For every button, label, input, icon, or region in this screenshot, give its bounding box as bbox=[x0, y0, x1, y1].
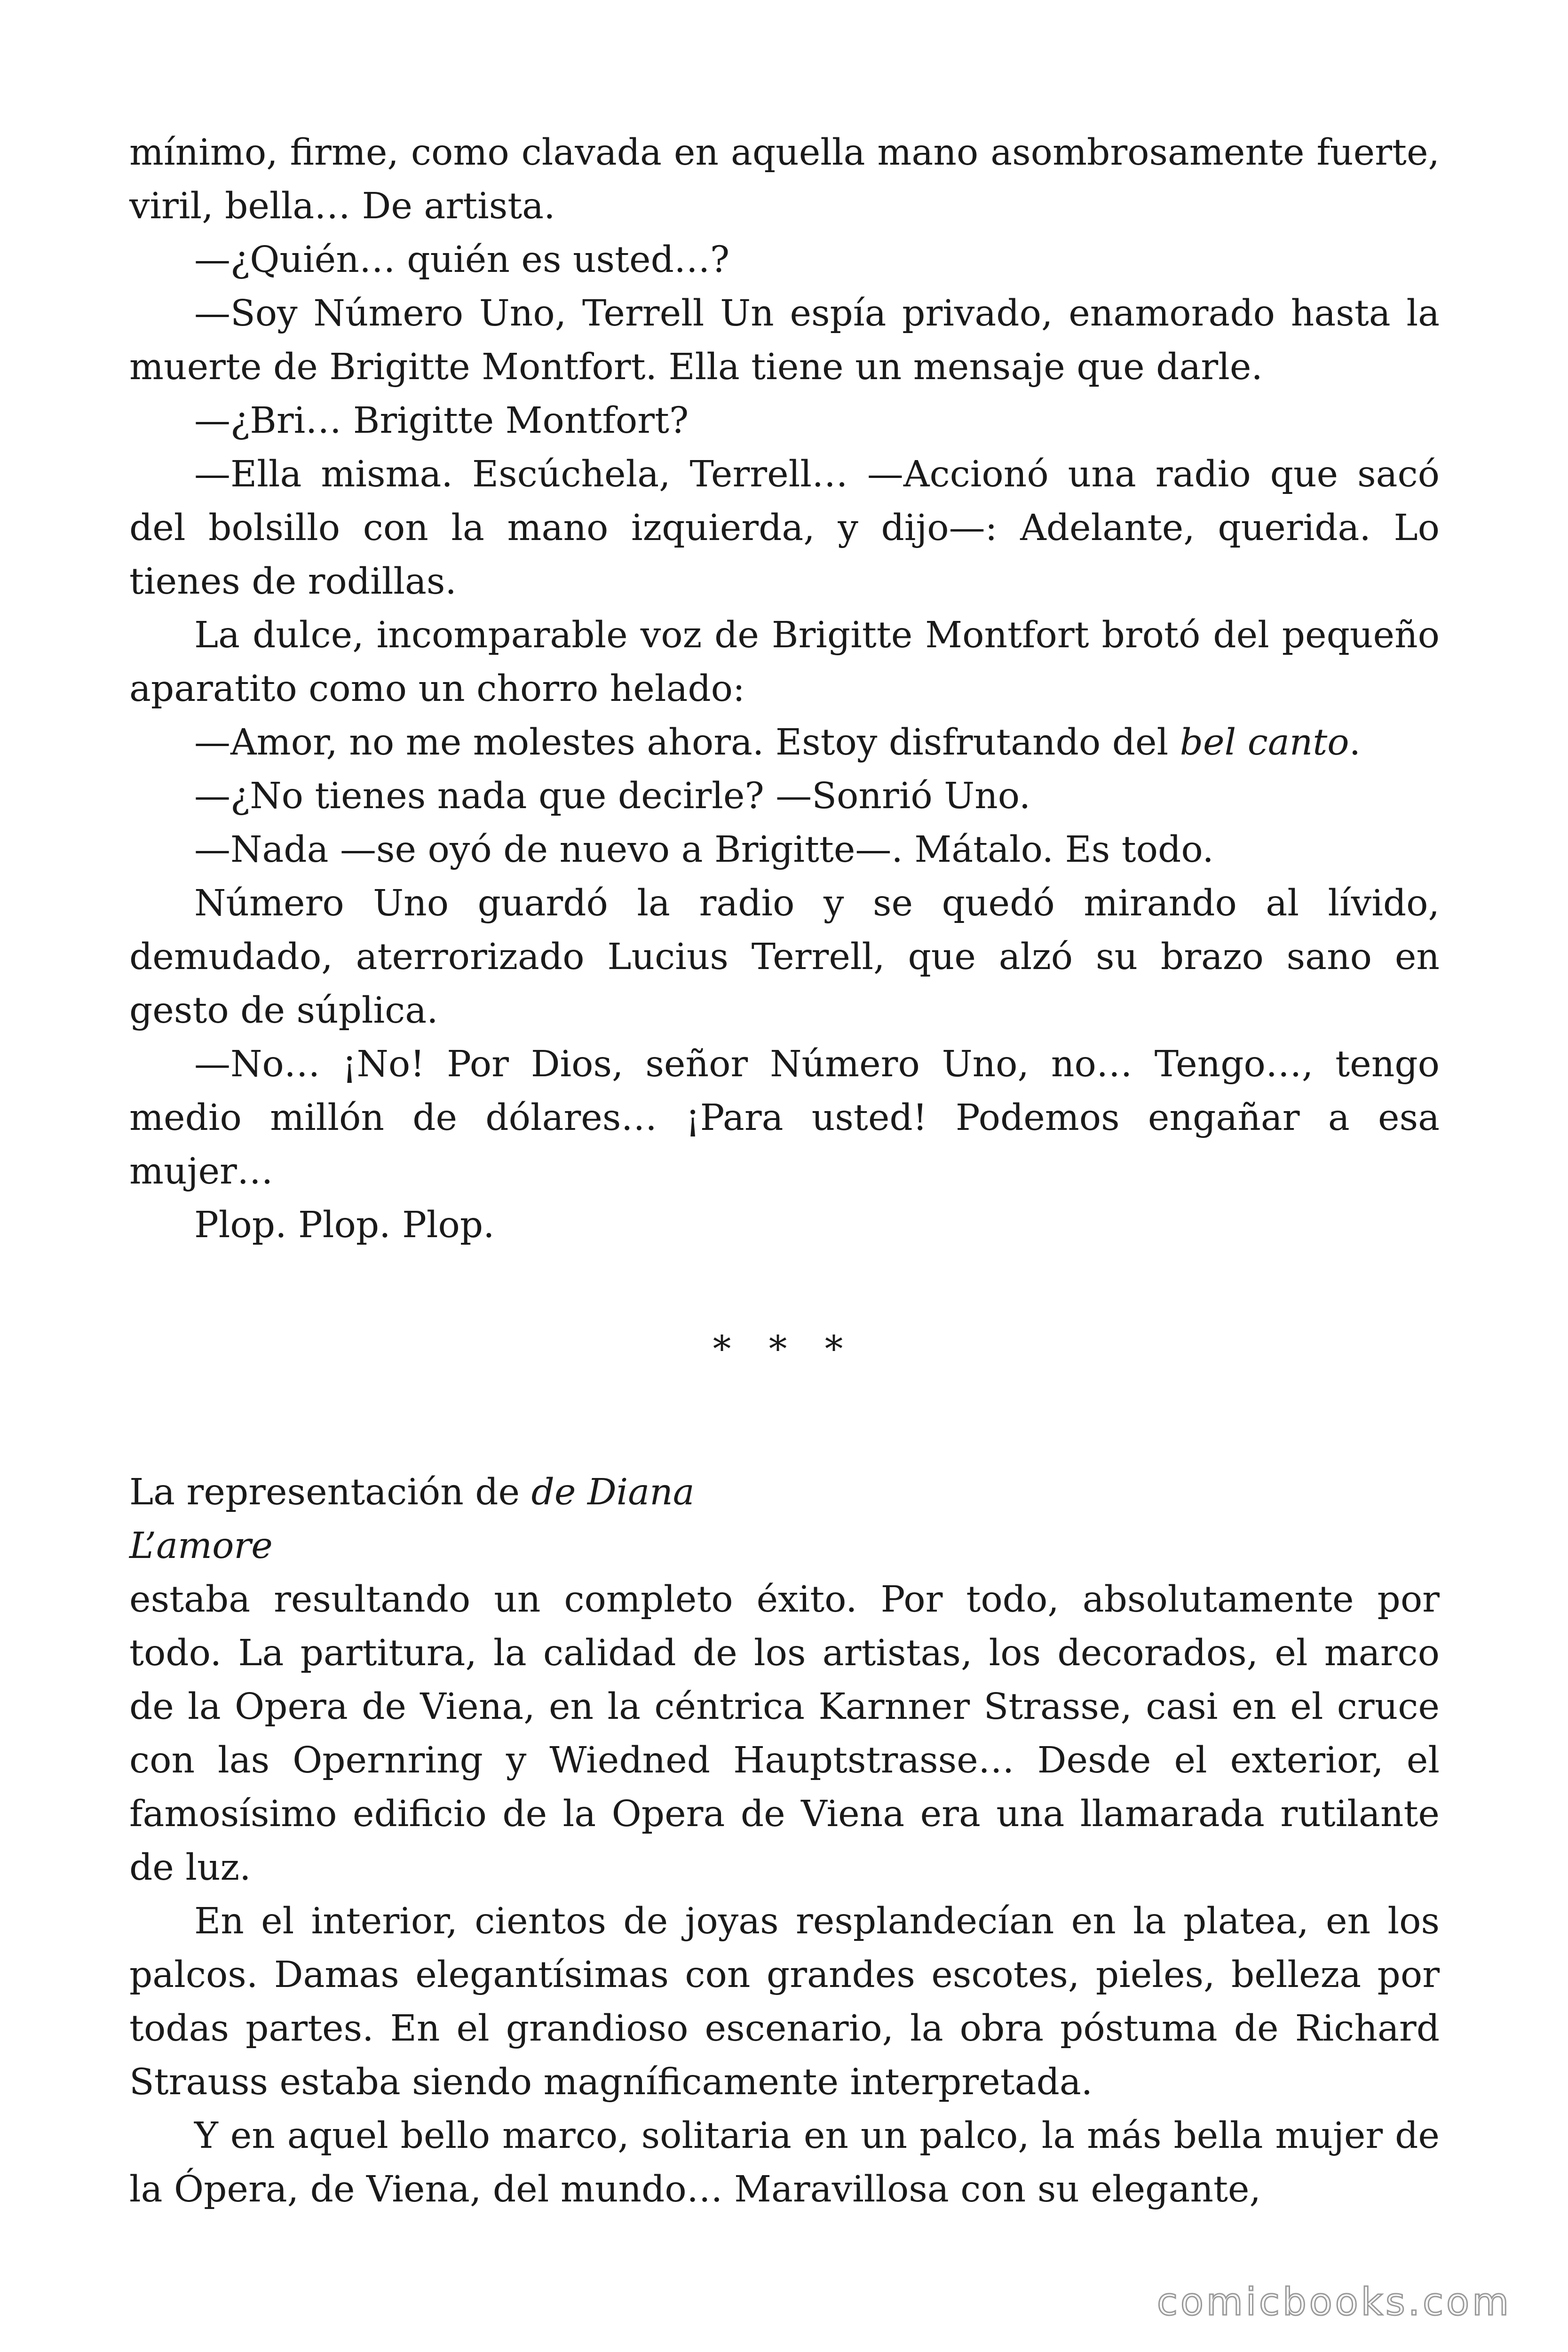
paragraph: —No… ¡No! Por Dios, señor Número Uno, no… Tengo…, tengo medio millón de dólares… ¡Para usted! Podemos engañar a esa mujer… bbox=[129, 1043, 1440, 1192]
paragraph: La dulce, incomparable voz de Brigitte Montfort brotó del pequeño aparatito como un chorro helado: bbox=[129, 614, 1440, 710]
amor-end: . bbox=[1349, 722, 1361, 763]
paragraph: —¿Bri… Brigitte Montfort? bbox=[194, 400, 689, 442]
section-heading bbox=[129, 1466, 1440, 1519]
section-separator: * * * bbox=[713, 1328, 856, 1370]
paragraph: Número Uno guardó la radio y se quedó mirando al lívido, demudado, aterrorizado Lucius Terrell, que alzó su brazo sano en gesto de súplica. bbox=[129, 882, 1440, 1032]
page-body bbox=[129, 126, 1440, 2217]
paragraph-amor bbox=[129, 716, 1440, 770]
heading-italic: de Diana bbox=[531, 1471, 695, 1513]
paragraph: —Ella misma. Escúchela, Terrell… —Accionó una radio que sacó del bolsillo con la mano izquierda, y dijo—: Adelante, querida. Lo tienes de rodillas. bbox=[129, 453, 1440, 603]
amor-text: —Amor, no me molestes ahora. Estoy disfrutando del bbox=[194, 722, 1180, 763]
watermark: comicbooks.com bbox=[1156, 2280, 1512, 2324]
paragraph: mínimo, firme, como clavada en aquella mano asombrosamente fuerte, viril, bella… De artista. bbox=[129, 132, 1440, 227]
paragraph: En el interior, cientos de joyas resplandecían en la platea, en los palcos. Damas elegantísimas con grandes escotes, pieles, belleza por todas partes. En el grandioso escenario, la obra póstuma de Richard Strauss estaba siendo magníficamente interpretada. bbox=[129, 1900, 1440, 2103]
text-block-top bbox=[129, 126, 1440, 1252]
paragraph: Plop. Plop. Plop. bbox=[194, 1204, 495, 1246]
paragraph: estaba resultando un completo éxito. Por todo, absolutamente por todo. La partitura, la calidad de los artistas, los decorados, el marco de la Opera de Viena, en la céntrica Karnner Strasse, casi en el cruce con las Opernring y Wiedned Hauptstrasse… Desde el exterior, el famosísimo edificio de la Opera de Viena era una llamarada rutilante de luz. bbox=[129, 1579, 1440, 1889]
text-block-bottom bbox=[129, 1466, 1440, 2217]
paragraph: Y en aquel bello marco, solitaria en un palco, la más bella mujer de la Ópera, de Viena, del mundo… Maravillosa con su elegante, bbox=[129, 2115, 1440, 2210]
amor-italic: bel canto bbox=[1180, 722, 1349, 763]
paragraph: —¿No tienes nada que decirle? —Sonrió Uno. bbox=[194, 775, 1031, 817]
paragraph: —¿Quién… quién es usted…? bbox=[194, 239, 730, 281]
section-italic-line bbox=[129, 1519, 1440, 1573]
heading-plain: La representación de bbox=[129, 1471, 531, 1513]
paragraph: —Nada —se oyó de nuevo a Brigitte—. Mátalo. Es todo. bbox=[194, 829, 1214, 871]
italic-title: L’amore bbox=[129, 1525, 273, 1567]
paragraph: —Soy Número Uno, Terrell Un espía privado, enamorado hasta la muerte de Brigitte Montfort. Ella tiene un mensaje que darle. bbox=[129, 293, 1440, 388]
